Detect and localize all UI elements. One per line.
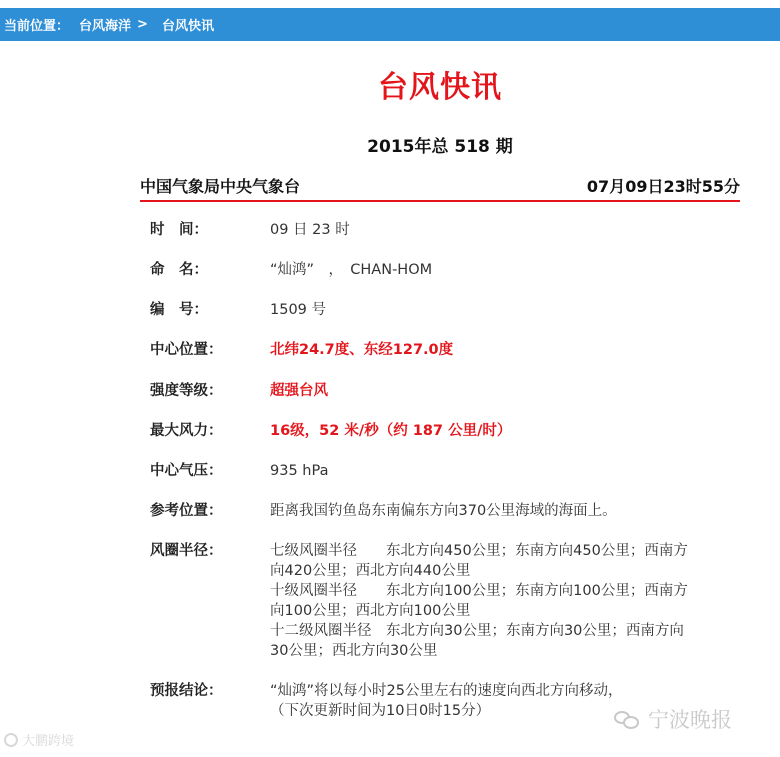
row-value: “灿鸿” ， CHAN-HOM xyxy=(270,262,433,278)
row-label: 编 号： xyxy=(150,302,208,318)
row-label: 中心气压： xyxy=(150,463,223,479)
row-label: 中心位置： xyxy=(150,342,223,358)
row-value: 935 hPa xyxy=(270,463,329,479)
breadcrumb-link-typhoon-news[interactable]: 台风快讯 xyxy=(161,19,214,34)
agency-name: 中国气象局中央气象台 xyxy=(140,177,301,196)
wind-radius-line: 十二级风圈半径 东北方向30公里；东南方向30公里；西南方向 xyxy=(270,623,684,639)
breadcrumb-separator: > xyxy=(137,17,148,32)
row-label: 时 间： xyxy=(150,222,208,238)
row-label: 参考位置： xyxy=(150,503,223,519)
row-label: 强度等级： xyxy=(150,383,223,399)
row-value: 北纬24.7度、东经127.0度 xyxy=(270,342,454,358)
row-value: 16级，52 米/秒（约 187 公里/时） xyxy=(270,423,512,439)
wind-radius-line: 向100公里；西北方向100公里 xyxy=(270,603,471,619)
row-label: 最大风力： xyxy=(150,423,223,439)
breadcrumb-label: 当前位置： xyxy=(4,19,70,34)
forecast-line: “灿鸿”将以每小时25公里左右的速度向西北方向移动， xyxy=(270,683,623,699)
row-label: 风圈半径： xyxy=(150,543,223,559)
row-value: 超强台风 xyxy=(270,383,328,399)
row-label: 命 名： xyxy=(150,262,208,278)
wind-radius-line: 向420公里；西北方向440公里 xyxy=(270,563,471,579)
row-label: 预报结论： xyxy=(150,683,223,699)
issue-number: 2015年总 518 期 xyxy=(367,137,513,157)
forecast-line: （下次更新时间为10日0时15分） xyxy=(270,703,491,719)
breadcrumb-link-typhoon-ocean[interactable]: 台风海洋 xyxy=(79,19,132,34)
weibo-icon xyxy=(4,733,18,747)
row-value: 距离我国钓鱼岛东南偏东方向370公里海域的海面上。 xyxy=(270,503,617,519)
row-value xyxy=(270,541,730,661)
wind-radius-line: 七级风圈半径 东北方向450公里；东南方向450公里；西南方 xyxy=(270,543,688,559)
watermark-left-text: 大鹏跨境 xyxy=(22,734,75,749)
wechat-icon xyxy=(614,709,640,729)
wind-radius-line: 十级风圈半径 东北方向100公里；东南方向100公里；西南方 xyxy=(270,583,688,599)
watermark-right-text: 宁波晚报 xyxy=(648,708,732,732)
issued-time: 07月09日23时55分 xyxy=(586,177,740,196)
wind-radius-line: 30公里；西北方向30公里 xyxy=(270,643,438,659)
row-value: 1509 号 xyxy=(270,302,327,318)
watermark-left xyxy=(4,730,74,749)
agency-header xyxy=(140,172,740,202)
breadcrumb-bar xyxy=(0,8,780,41)
watermark-right xyxy=(614,704,732,734)
row-value: 09 日 23 时 xyxy=(270,222,350,238)
page-title: 台风快讯 xyxy=(378,70,502,105)
